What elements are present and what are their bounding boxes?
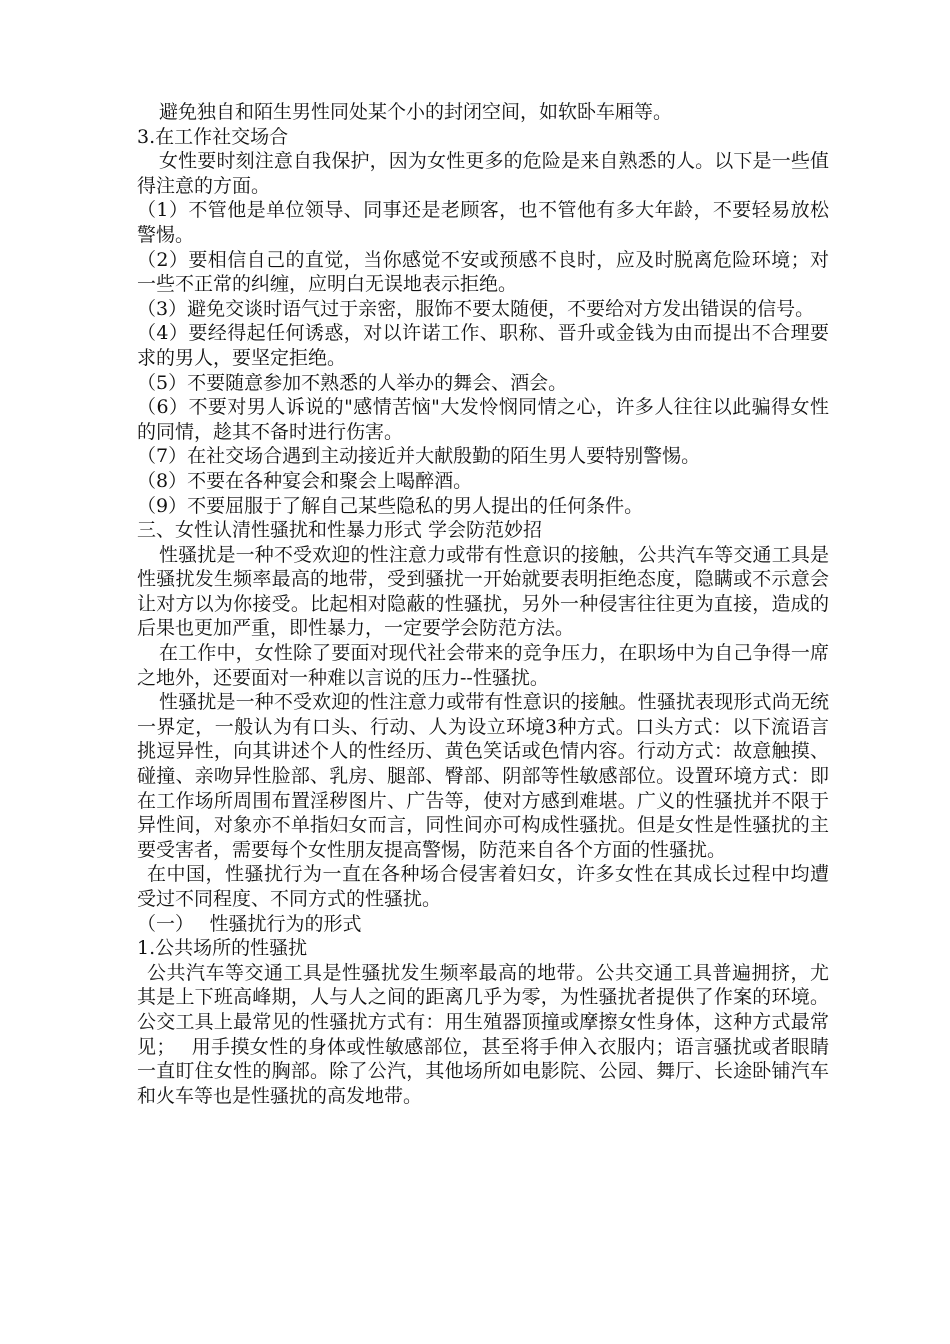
section-heading-three: 三、女性认清性骚扰和性暴力形式 学会防范妙招: [137, 519, 543, 542]
paragraph-public-transport: 公共汽车等交通工具是性骚扰发生频率最高的地带。公共交通工具普遍拥挤，尤其是上下班高峰期，人与人之间的距离几乎为零，为性骚扰者提供了作案的环境。公交工具上最常见的性骚扰方式有：用生殖器顶撞或摩擦女性身体，这种方式最常见； 用手摸女性的身体或性敏感部位，甚至将手伸入衣服内；语言骚扰或者眼睛一直盯住女性的胸部。除了公汽，其他场所如电影院、公园、舞厅、长途卧铺汽车和火车等也是性骚扰的高发地带。: [137, 961, 829, 1107]
list-item-2: （2）要相信自己的直觉，当你感觉不安或预感不良时，应及时脱离危险环境；对一些不正常的纠缠，应明白无误地表示拒绝。: [137, 248, 829, 296]
list-item-1: （1）不管他是单位领导、同事还是老顾客，也不管他有多大年龄，不要轻易放松警惕。: [137, 199, 829, 246]
list-item-3: （3）避免交谈时语气过于亲密，服饰不要太随便，不要给对方发出错误的信号。: [137, 297, 815, 320]
list-item-9: （9）不要屈服于了解自己某些隐私的男人提出的任何条件。: [137, 494, 644, 517]
paragraph-avoid-alone: 避免独自和陌生男性同处某个小的封闭空间，如软卧车厢等。: [159, 101, 673, 123]
list-item-7: （7）在社交场合遇到主动接近并大献殷勤的陌生男人要特别警惕。: [137, 445, 701, 468]
paragraph-china: 在中国，性骚扰行为一直在各种场合侵害着妇女，许多女性在其成长过程中均遭受过不同程度、不同方式的性骚扰。: [137, 863, 829, 910]
paragraph-forms: 性骚扰是一种不受欢迎的性注意力或带有性意识的接触。性骚扰表现形式尚无统一界定，一般认为有口头、行动、人为设立环境3种方式。口头方式：以下流语言挑逗异性，向其讲述个人的性经历、黄色笑话或色情内容。行动方式：故意触摸、碰撞、亲吻异性脸部、乳房、腿部、臀部、阴部等性敏感部位。设置环境方式：即在工作场所周围布置淫秽图片、广告等，使对方感到难堪。广义的性骚扰并不限于异性间，对象亦不单指妇女而言，同性间亦可构成性骚扰。但是女性是性骚扰的主要受害者，需要每个女性朋友提高警惕，防范来自各个方面的性骚扰。: [137, 691, 829, 861]
paragraph-workplace: 在工作中，女性除了要面对现代社会带来的竞争压力，在职场中为自己争得一席之地外，还要面对一种难以言说的压力--性骚扰。: [137, 642, 829, 689]
document-body: [137, 100, 829, 1108]
paragraph-definition: 性骚扰是一种不受欢迎的性注意力或带有性意识的接触，公共汽车等交通工具是性骚扰发生频率最高的地带，受到骚扰一开始就要表明拒绝态度，隐瞒或不示意会让对方以为你接受。比起相对隐蔽的性骚扰，另外一种侵害往往更为直接，造成的后果也更加严重，即性暴力，一定要学会防范方法。: [137, 543, 829, 640]
heading-work-social: 3.在工作社交场合: [137, 125, 289, 148]
heading-public-places: 1.公共场所的性骚扰: [137, 937, 308, 960]
paragraph-self-protection: 女性要时刻注意自我保护，因为女性更多的危险是来自熟悉的人。以下是一些值得注意的方面。: [137, 150, 829, 197]
list-item-8: （8）不要在各种宴会和聚会上喝醉酒。: [137, 469, 473, 492]
subheading-forms: （一） 性骚扰行为的形式: [137, 912, 362, 935]
list-item-6: （6）不要对男人诉说的"感情苦恼"大发怜悯同情之心，许多人往往以此骗得女性的同情，趁其不备时进行伤害。: [137, 396, 829, 443]
list-item-4: （4）要经得起任何诱惑，对以许诺工作、职称、晋升或金钱为由而提出不合理要求的男人，要坚定拒绝。: [137, 322, 829, 369]
list-item-5: （5）不要随意参加不熟悉的人举办的舞会、酒会。: [137, 371, 568, 394]
